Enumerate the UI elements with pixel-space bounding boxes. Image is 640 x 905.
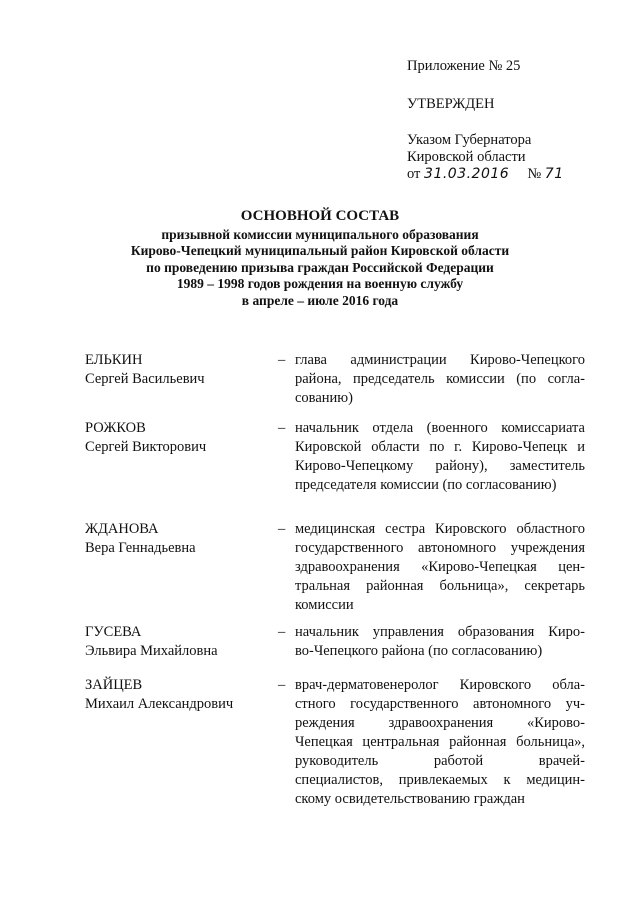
member-surname: РОЖКОВ	[85, 420, 146, 436]
dash-separator: –	[278, 420, 286, 436]
member-surname: ЕЛЬКИН	[85, 352, 143, 368]
member-role	[295, 351, 585, 408]
role-line: глава администрации Кирово-Чепецкого	[295, 352, 585, 368]
member-given-name: Вера Геннадьевна	[85, 540, 196, 556]
member-role	[295, 623, 585, 661]
member-role	[295, 676, 585, 809]
role-line: Кировской области по г. Кирово-Чепецк и	[295, 439, 585, 455]
member-name	[85, 676, 280, 714]
member-surname: ЗАЙЦЕВ	[85, 677, 143, 693]
dash-separator: –	[278, 352, 286, 368]
member-surname: ГУСЕВА	[85, 624, 142, 640]
decree-number: 71	[544, 166, 564, 182]
title-line: призывной комиссии муниципального образования	[161, 226, 479, 242]
member-given-name: Сергей Викторович	[85, 439, 207, 455]
date-prefix: от	[407, 166, 421, 182]
decree-label: Указом Губернатора	[407, 132, 532, 148]
role-line: здравоохранения «Кирово-Чепецкая цен-	[295, 559, 585, 575]
member-role	[295, 419, 585, 495]
member-given-name: Эльвира Михайловна	[85, 643, 218, 659]
role-line: руководитель работой врачей-	[295, 753, 585, 769]
decree-date: 31.03.2016	[424, 166, 510, 182]
member-name	[85, 520, 280, 558]
role-line: сованию)	[295, 390, 353, 406]
approved-label: УТВЕРЖДЕН	[407, 96, 495, 112]
appendix-number: Приложение № 25	[407, 58, 521, 74]
role-line: начальник управления образования Киро-	[295, 624, 585, 640]
member-name	[85, 419, 280, 457]
role-line: председателя комиссии (по согласованию)	[295, 477, 557, 493]
dash-separator: –	[278, 677, 286, 693]
dash-separator: –	[278, 521, 286, 537]
role-line: скому освидетельствованию граждан	[295, 791, 525, 807]
member-surname: ЖДАНОВА	[85, 521, 159, 537]
title-line: Кирово-Чепецкий муниципальный район Кировской области	[130, 243, 510, 258]
main-title: ОСНОВНОЙ СОСТАВ	[240, 208, 400, 224]
decree-date-row	[407, 166, 564, 183]
role-line: реждения здравоохранения «Кирово-	[295, 715, 585, 731]
member-name	[85, 623, 280, 661]
role-line: специалистов, привлекаемых к медицин-	[295, 772, 585, 788]
member-name	[85, 351, 280, 389]
title-line: 1989 – 1998 годов рождения на военную службу	[176, 276, 464, 291]
role-line: района, председатель комиссии (по согла-	[295, 371, 585, 387]
role-line: стного государственного автономного уч-	[295, 696, 585, 712]
role-line: Кирово-Чепецкому району), заместитель	[295, 458, 585, 474]
document-title	[80, 208, 560, 309]
role-line: государственного автономного учреждения	[295, 540, 585, 556]
number-label: №	[527, 166, 542, 182]
role-line: тральная районная больница», секретарь	[295, 578, 585, 594]
member-given-name: Сергей Васильевич	[85, 371, 205, 387]
title-line: по проведению призыва граждан Российской Федерации	[146, 259, 494, 275]
role-line: Чепецкая центральная районная больница»,	[295, 734, 585, 750]
role-line: во-Чепецкого района (по согласованию)	[295, 643, 543, 659]
member-role	[295, 520, 585, 615]
dash-separator: –	[278, 624, 286, 640]
region-label: Кировской области	[407, 149, 526, 165]
role-line: медицинская сестра Кировского областного	[295, 521, 585, 537]
title-line: в апреле – июле 2016 года	[241, 292, 399, 308]
role-line: комиссии	[295, 597, 354, 613]
member-given-name: Михаил Александрович	[85, 696, 234, 712]
role-line: врач-дерматовенеролог Кировского обла-	[295, 677, 585, 693]
role-line: начальник отдела (военного комиссариата	[295, 420, 585, 436]
